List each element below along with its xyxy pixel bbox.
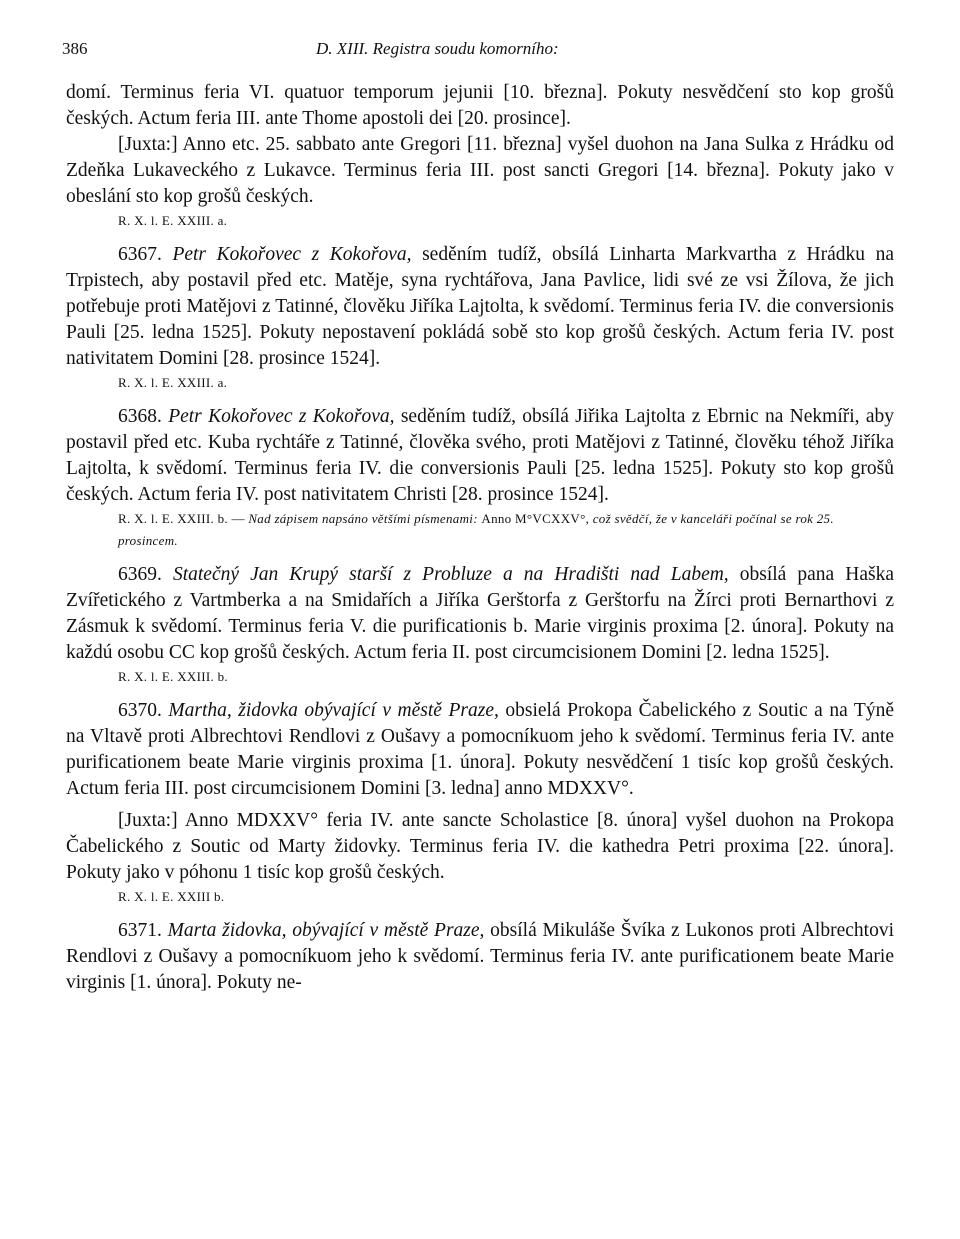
archive-reference: R. X. l. E. XXIII b. <box>118 889 225 904</box>
entry-title: Marta židovka, obývající v městě Praze, <box>167 920 485 941</box>
paragraph-continuation: domí. Terminus feria VI. quatuor temporum jejunii [10. března]. Pokuty nesvědčení sto kop grošů českých. Actum feria III. ante Thome apostoli dei [20. prosince]. <box>66 82 894 129</box>
entry-number: 6368. <box>118 406 162 427</box>
page-header <box>62 36 894 80</box>
archive-reference: R. X. l. E. XXIII. a. <box>118 375 228 390</box>
entry-title: Petr Kokořovec z Kokořova, <box>172 244 412 265</box>
entry-number: 6369. <box>118 564 162 585</box>
entry-6368 <box>66 404 894 508</box>
entry-number: 6367. <box>118 244 162 265</box>
reference-year: Anno M°VCXXV°, <box>481 511 590 526</box>
entry-title: Statečný Jan Krupý starší z Probluze a na Hradišti nad Labem, <box>172 564 729 585</box>
reference-note: Nad zápisem napsáno většími písmenami: <box>244 511 482 526</box>
entry-6371 <box>66 918 894 996</box>
page-number: 386 <box>62 39 88 58</box>
archive-reference: R. X. l. E. XXIII. b. <box>118 669 228 684</box>
entry-6369 <box>66 562 894 666</box>
archive-reference-with-note <box>118 508 894 552</box>
reference-note-end: což svědčí, že v kanceláři počínal se rok 25. prosincem. <box>118 511 834 548</box>
paragraph-juxta: [Juxta:] Anno MDXXV° feria IV. ante sancte Scholastice [8. února] vyšel duohon na Prokopa Čabelického z Soutic od Marty židovky. Terminus feria IV. die kathedra Petri proxima [22. února]. Pokuty jako v póhonu 1 tisíc kop grošů českých. <box>66 810 894 883</box>
archive-reference: R. X. l. E. XXIII. a. <box>118 213 228 228</box>
entry-6370 <box>66 698 894 802</box>
entry-number: 6371. <box>118 920 162 941</box>
entry-text: obsielá Prokopa Čabelického z Soutic a na Týně na Vltavě proti Albrechtovi Rendlovi z Oušavy a pomocníkuom jeho k svědomí. Terminus feria IV. ante purificationem beate Marie virginis proxima [1. února]. Pokuty nesvědčení 1 tisíc kop grošů českých. Actum feria III. post circumcisionem Domini [3. ledna] anno MDXXV°. <box>66 700 894 799</box>
entry-text: obsílá Mikuláše Švíka z Lukonos proti Albrechtovi Rendlovi z Oušavy a pomocníkuom jeho k svědomí. Terminus feria IV. ante purificationem beate Marie virginis [1. února]. Pokuty ne- <box>66 920 894 993</box>
document-page <box>62 36 895 996</box>
entry-text: seděním tudíž, obsílá Jiřika Lajtolta z Ebrnic na Nekmíři, aby postavil před etc. Kuba rychtáře z Tatinné, člověka svého, proti Matějovi z Tatinné, člověku téhož Jiříka Lajtolta, k svědomí. Terminus feria IV. die conversionis Pauli [25. ledna 1525]. Pokuty sto kop grošů českých. Actum feria IV. post nativitatem Christi [28. prosince 1524]. <box>66 406 894 505</box>
entry-number: 6370. <box>118 700 162 721</box>
entry-text: obsílá pana Haška Zvířetického z Vartmberka a na Smidařích a Jiříka Gerštorfa z Gerštorfu na Žírci proti Bernarthovi z Zásmuk k svědomí. Terminus feria V. die purificationis b. Marie virginis proxima [2. února]. Pokuty na každú osobu CC kop grošů českých. Actum feria II. post circumcisionem Domini [2. ledna 1525]. <box>66 564 895 663</box>
reference-code: R. X. l. E. XXIII. b. — <box>118 511 245 526</box>
entry-title: Martha, židovka obývající v městě Praze, <box>168 700 499 721</box>
entry-title: Petr Kokořovec z Kokořova, <box>168 406 395 427</box>
paragraph-juxta: [Juxta:] Anno etc. 25. sabbato ante Gregori [11. března] vyšel duohon na Jana Sulka z Hrádku od Zdeňka Lukaveckého z Lukavce. Terminus feria III. post sancti Gregori [14. března]. Pokuty jako v obeslání sto kop grošů českých. <box>66 134 894 207</box>
running-title: D. XIII. Registra soudu komorního: <box>316 39 559 58</box>
entry-text: seděním tudíž, obsílá Linharta Markvartha z Hrádku na Trpistech, aby postavil před etc. Matěje, syna rychtářova, Jana Pavlice, lidi své ze vsi Žílova, že jich potřebuje proti Matějovi z Tatinné, člověku Jiříka Lajtolta, k svědomí. Terminus feria IV. die conversionis Pauli [25. ledna 1525]. Pokuty nepostavení pokládá sobě sto kop grošů českých. Actum feria IV. post nativitatem Domini [28. prosince 1524]. <box>66 244 894 369</box>
entry-6367 <box>66 242 894 372</box>
